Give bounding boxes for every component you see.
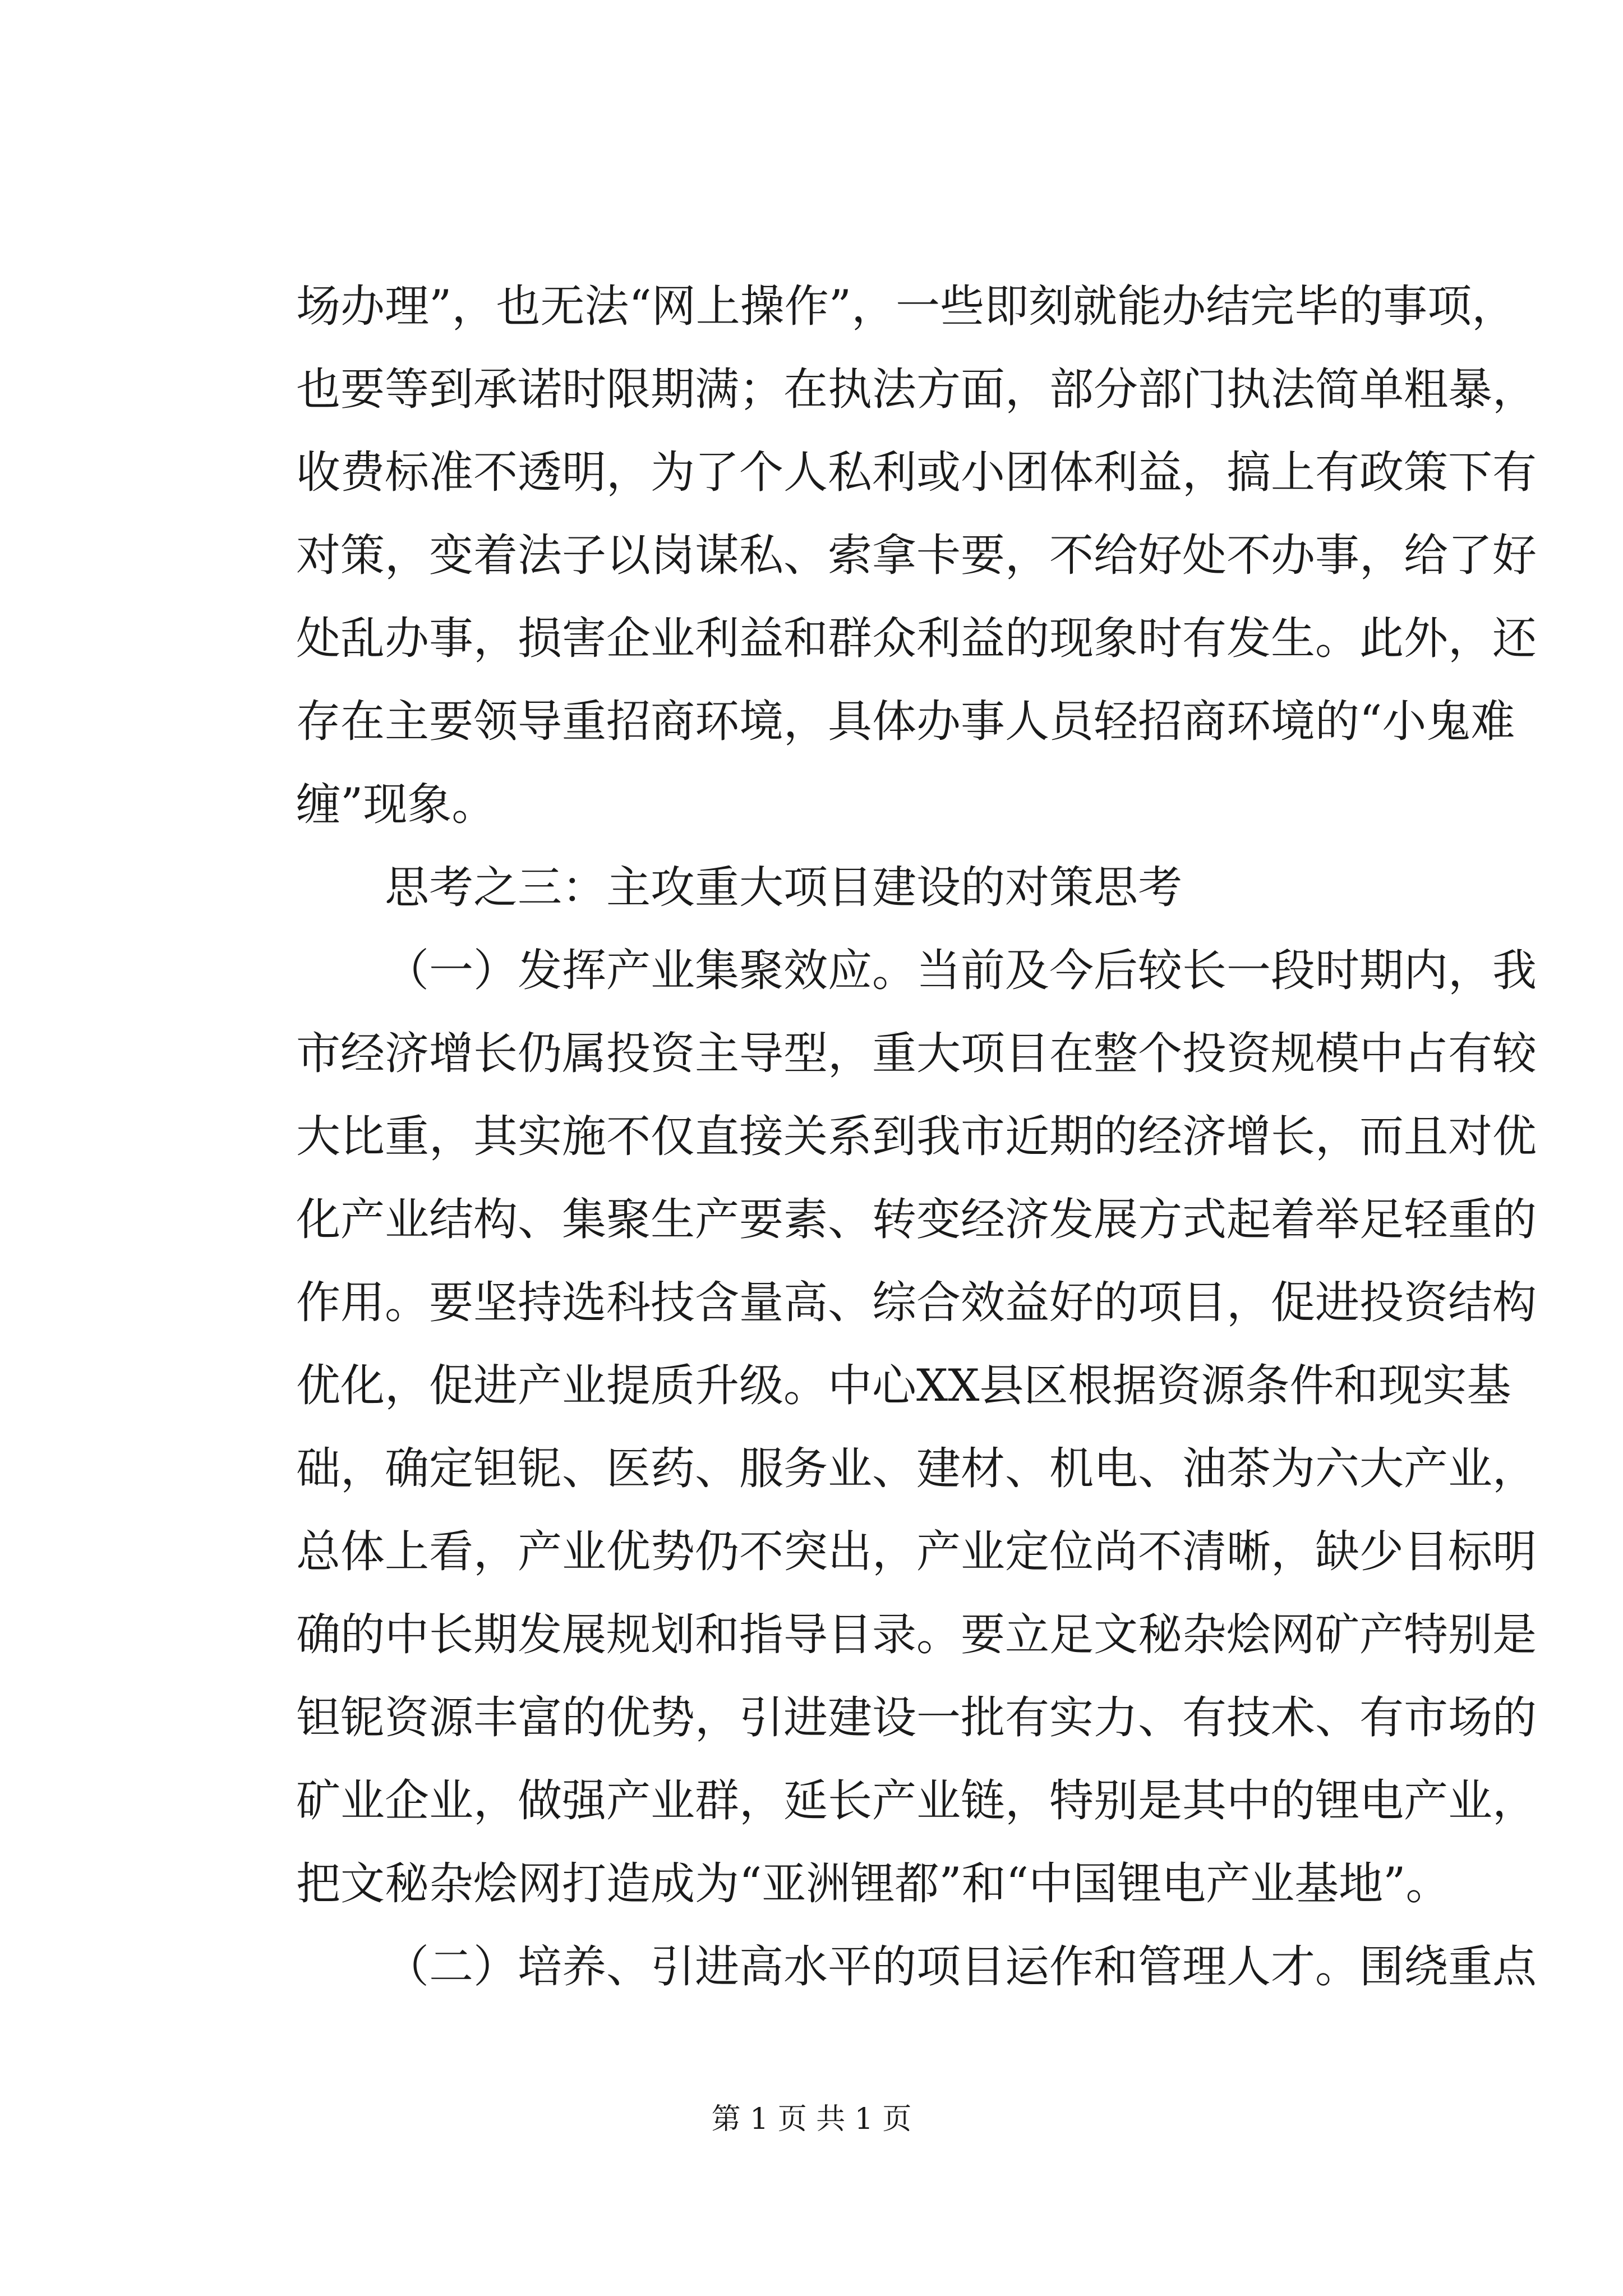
text-line: 大 比 重 ， 其 实 施 不 仅 直 接 关 系 到 我 市 近 期 的 经 济 增 长 ， 而 且 对 优 xyxy=(296,1111,1537,1162)
text-line: 化 产 业 结 构 、 集 聚 生 产 要 素 、 转 变 经 济 发 展 方 式 起 着 举 足 轻 重 的 xyxy=(296,1194,1537,1245)
page-footer: 第 1 页 共 1 页 xyxy=(711,2102,912,2136)
text-line: 总 体 上 看 ， 产 业 优 势 仍 不 突 出 ， 产 业 定 位 尚 不 清 晰 ， 缺 少 目 标 明 xyxy=(296,1526,1537,1577)
text-line: 也 要 等 到 承 诺 时 限 期 满 ； 在 执 法 方 面 ， 部 分 部 门 执 法 简 单 粗 暴 ， xyxy=(296,364,1537,415)
text-line: 市 经 济 增 长 仍 属 投 资 主 导 型 ， 重 大 项 目 在 整 个 投 资 规 模 中 占 有 较 xyxy=(296,1028,1537,1079)
text-line: 场 办 理 ” ， 也 无 法 “ 网 上 操 作 ” ， 一 些 即 刻 就 能 办 结 完 毕 的 事 项 ， xyxy=(296,280,1516,332)
paragraph xyxy=(296,929,1537,1925)
text-line: 钽 铌 资 源 丰 富 的 优 势 ， 引 进 建 设 一 批 有 实 力 、 有 技 术 、 有 市 场 的 xyxy=(296,1692,1537,1743)
text-line: 作 用 。 要 坚 持 选 科 技 含 量 高 、 综 合 效 益 好 的 项 目 ， 促 进 投 资 结 构 xyxy=(296,1277,1537,1328)
text-line: 收 费 标 准 不 透 明 ， 为 了 个 人 私 利 或 小 团 体 利 益 ， 搞 上 有 政 策 下 有 xyxy=(296,447,1537,498)
text-line: 对 策 ， 变 着 法 子 以 岗 谋 私 、 索 拿 卡 要 ， 不 给 好 处 不 办 事 ， 给 了 好 xyxy=(296,530,1537,581)
text-line: 础 ， 确 定 钽 铌 、 医 药 、 服 务 业 、 建 材 、 机 电 、 油 茶 为 六 大 产 业 ， xyxy=(296,1443,1537,1494)
body-text xyxy=(296,265,1537,2008)
text-line: 确 的 中 长 期 发 展 规 划 和 指 导 目 录 。 要 立 足 文 秘 杂 烩 网 矿 产 特 别 是 xyxy=(296,1609,1537,1660)
text-line: （ 一 ） 发 挥 产 业 集 聚 效 应 。 当 前 及 今 后 较 长 一 段 时 期 内 ， 我 xyxy=(385,945,1537,996)
text-line: 思考之三：主攻重大项目建设的对策思考 xyxy=(385,862,1182,913)
text-line: 矿 业 企 业 ， 做 强 产 业 群 ， 延 长 产 业 链 ， 特 别 是 其 中 的 锂 电 产 业 ， xyxy=(296,1775,1537,1826)
paragraph xyxy=(296,846,1362,929)
text-line: 缠”现象。 xyxy=(296,779,496,830)
text-line: 处 乱 办 事 ， 损 害 企 业 利 益 和 群 众 利 益 的 现 象 时 有 发 生 。 此 外 ， 还 xyxy=(296,613,1537,664)
text-line: 把文秘杂烩网打造成为“亚洲锂都”和“中国锂电产业基地”。 xyxy=(296,1858,1450,1910)
text-line: 优 化 ， 促 进 产 业 提 质 升 级 。 中 心 X X 县 区 根 据 资 源 条 件 和 现 实 基 xyxy=(296,1360,1511,1411)
paragraph xyxy=(296,265,1537,846)
text-line: （二）培养、引进高水平的项目运作和管理人才。围绕重点 xyxy=(385,1941,1537,1993)
paragraph xyxy=(296,1925,1537,2008)
text-line: 存 在 主 要 领 导 重 招 商 环 境 ， 具 体 办 事 人 员 轻 招 商 环 境 的 “ 小 鬼 难 xyxy=(296,696,1515,747)
